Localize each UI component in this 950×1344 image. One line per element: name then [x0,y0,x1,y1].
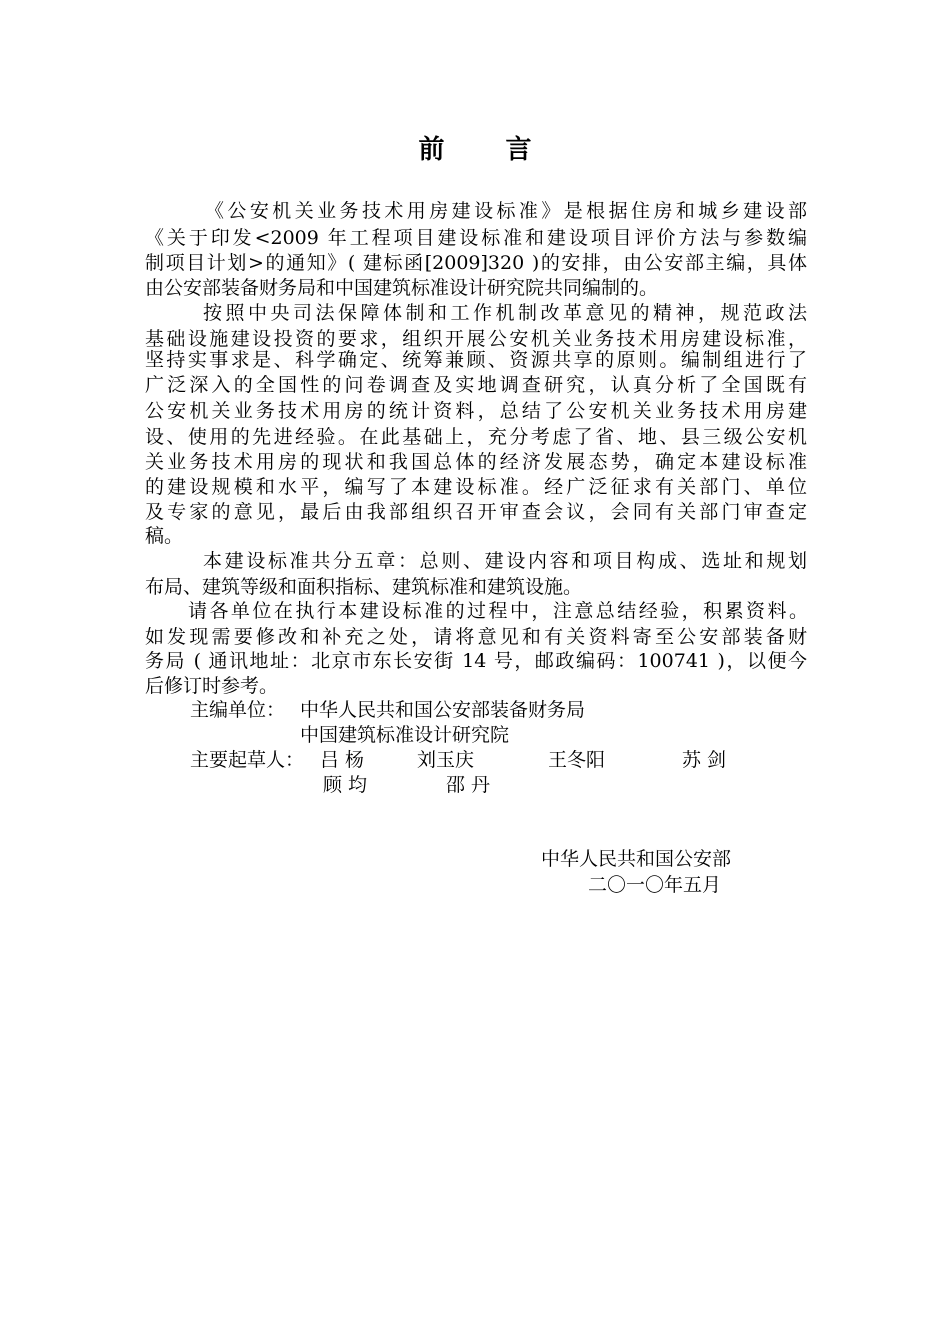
drafter-name: 吕 杨 [320,749,365,771]
drafter-name: 苏 剑 [682,749,727,771]
paragraph-1-line-3: 制项目计划>的通知》( 建标函[2009]320 )的安排，由公安部主编，具体 [145,252,807,274]
drafter-name: 刘玉庆 [417,749,475,771]
paragraph-2-line-4: 广泛深入的全国性的问卷调查及实地调查研究，认真分析了全国既有 [145,374,807,396]
paragraph-4-line-1: 请各单位在执行本建设标准的过程中，注意总结经验，积累资料。 [188,600,808,622]
drafter-name: 顾 均 [323,774,368,796]
paragraph-3-line-1: 本建设标准共分五章：总则、建设内容和项目构成、选址和规划 [203,550,807,572]
drafter-name: 邵 丹 [446,774,491,796]
signature-org: 中华人民共和国公安部 [541,848,732,870]
paragraph-2-line-1: 按照中央司法保障体制和工作机制改革意见的精神，规范政法 [203,302,807,324]
paragraph-2-line-9: 及专家的意见，最后由我部组织召开审查会议，会同有关部门审查定 [145,501,807,523]
paragraph-2-line-6: 设、使用的先进经验。在此基础上，充分考虑了省、地、县三级公安机 [145,426,807,448]
editor-org-1: 中华人民共和国公安部装备财务局 [300,699,586,721]
editors-label: 主编单位： [190,699,286,721]
paragraph-2-line-5: 公安机关业务技术用房的统计资料，总结了公安机关业务技术用房建 [145,400,807,422]
paragraph-2-line-8: 的建设规模和水平，编写了本建设标准。经广泛征求有关部门、单位 [145,476,807,498]
paragraph-2-line-3: 坚持实事求是、科学确定、统筹兼顾、资源共享的原则。编制组进行了 [145,349,807,371]
paragraph-2-line-7: 关业务技术用房的现状和我国总体的经济发展态势，确定本建设标准 [145,451,807,473]
paragraph-2-line-10: 稿。 [145,525,184,547]
drafters-label: 主要起草人： [190,749,305,771]
paragraph-1-line-2: 《关于印发<2009 年工程项目建设标准和建设项目评价方法与参数编 [145,227,807,249]
drafter-name: 王冬阳 [548,749,606,771]
page-title: 前 言 [418,135,558,165]
editor-org-2: 中国建筑标准设计研究院 [300,724,510,746]
paragraph-4-line-3: 务局 ( 通讯地址：北京市东长安街 14 号，邮政编码：100741 )，以便今 [145,650,807,672]
paragraph-3-line-2: 布局、建筑等级和面积指标、建筑标准和建筑设施。 [145,576,583,598]
paragraph-1-line-1: 《公安机关业务技术用房建设标准》是根据住房和城乡建设部 [205,200,807,222]
paragraph-2-line-2: 基础设施建设投资的要求，组织开展公安机关业务技术用房建设标准， [145,328,807,350]
paragraph-1-line-4: 由公安部装备财务局和中国建筑标准设计研究院共同编制的。 [145,277,659,299]
paragraph-4-line-4: 后修订时参考。 [145,675,279,697]
signature-date: 二〇一〇年五月 [588,874,722,896]
paragraph-4-line-2: 如发现需要修改和补充之处，请将意见和有关资料寄至公安部装备财 [145,626,807,648]
